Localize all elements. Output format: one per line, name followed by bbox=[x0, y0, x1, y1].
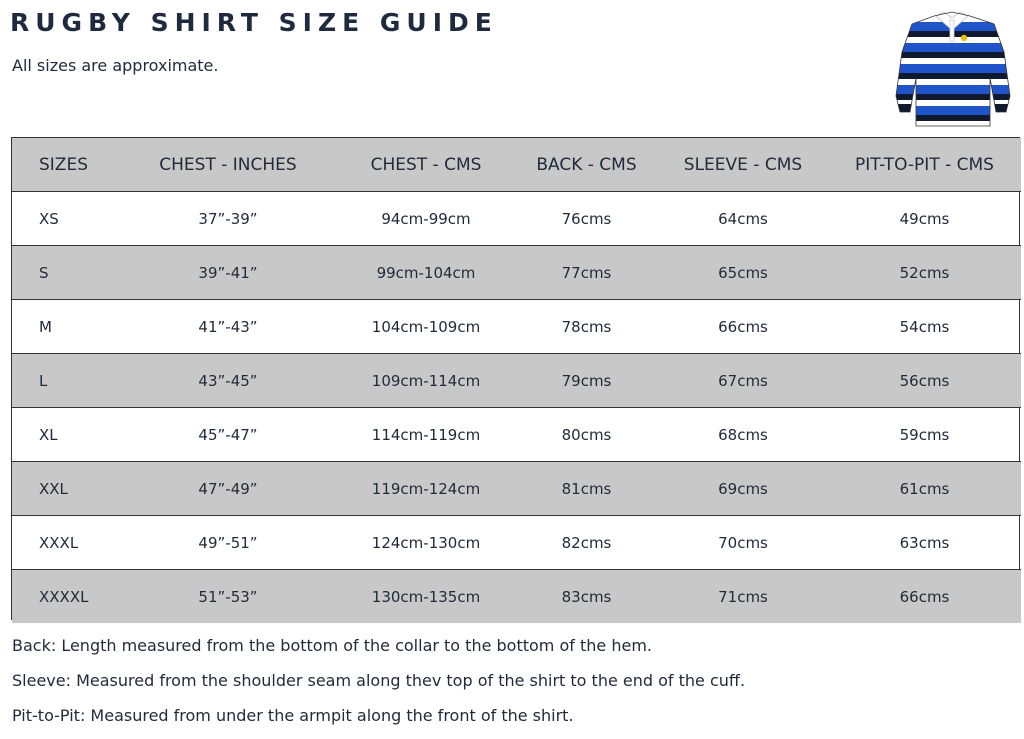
pit-to-pit-cell: 54cms bbox=[828, 300, 1021, 354]
size-cell: S bbox=[12, 246, 119, 300]
size-cell: XS bbox=[12, 192, 119, 246]
size-cell: L bbox=[12, 354, 119, 408]
sleeve-cms-cell: 68cms bbox=[658, 408, 828, 462]
back-cms-cell: 80cms bbox=[515, 408, 658, 462]
chest-cms-cell: 119cm-124cm bbox=[337, 462, 515, 516]
chest-inches-cell: 49”-51” bbox=[119, 516, 337, 570]
chest-inches-cell: 51”-53” bbox=[119, 570, 337, 624]
chest-cms-cell: 104cm-109cm bbox=[337, 300, 515, 354]
sleeve-cms-cell: 67cms bbox=[658, 354, 828, 408]
column-header: SIZES bbox=[12, 138, 119, 192]
chest-inches-cell: 41”-43” bbox=[119, 300, 337, 354]
table-header-row bbox=[12, 138, 1021, 192]
chest-cms-cell: 109cm-114cm bbox=[337, 354, 515, 408]
size-table bbox=[11, 137, 1020, 620]
table-row bbox=[12, 462, 1021, 516]
table-row bbox=[12, 246, 1021, 300]
chest-cms-cell: 99cm-104cm bbox=[337, 246, 515, 300]
table-row bbox=[12, 192, 1021, 246]
pit-to-pit-cell: 66cms bbox=[828, 570, 1021, 624]
sleeve-cms-cell: 66cms bbox=[658, 300, 828, 354]
size-cell: XXXXL bbox=[12, 570, 119, 624]
note-back: Back: Length measured from the bottom of the collar to the bottom of the hem. bbox=[12, 636, 652, 655]
pit-to-pit-cell: 61cms bbox=[828, 462, 1021, 516]
pit-to-pit-cell: 56cms bbox=[828, 354, 1021, 408]
note-pit-to-pit: Pit-to-Pit: Measured from under the armpit along the front of the shirt. bbox=[12, 706, 574, 725]
note-sleeve: Sleeve: Measured from the shoulder seam along thev top of the shirt to the end of the cuff. bbox=[12, 671, 746, 690]
page-subtitle: All sizes are approximate. bbox=[12, 56, 219, 75]
back-cms-cell: 78cms bbox=[515, 300, 658, 354]
table-row bbox=[12, 354, 1021, 408]
size-cell: XL bbox=[12, 408, 119, 462]
chest-inches-cell: 47”-49” bbox=[119, 462, 337, 516]
chest-cms-cell: 130cm-135cm bbox=[337, 570, 515, 624]
back-cms-cell: 77cms bbox=[515, 246, 658, 300]
pit-to-pit-cell: 59cms bbox=[828, 408, 1021, 462]
back-cms-cell: 83cms bbox=[515, 570, 658, 624]
column-header: SLEEVE - CMS bbox=[658, 138, 828, 192]
back-cms-cell: 82cms bbox=[515, 516, 658, 570]
sleeve-cms-cell: 71cms bbox=[658, 570, 828, 624]
size-cell: M bbox=[12, 300, 119, 354]
chest-inches-cell: 37”-39” bbox=[119, 192, 337, 246]
sleeve-cms-cell: 69cms bbox=[658, 462, 828, 516]
back-cms-cell: 79cms bbox=[515, 354, 658, 408]
table-row bbox=[12, 570, 1021, 624]
pit-to-pit-cell: 52cms bbox=[828, 246, 1021, 300]
column-header: BACK - CMS bbox=[515, 138, 658, 192]
chest-inches-cell: 39”-41” bbox=[119, 246, 337, 300]
sleeve-cms-cell: 64cms bbox=[658, 192, 828, 246]
rugby-shirt-icon bbox=[894, 8, 1012, 130]
column-header: CHEST - INCHES bbox=[119, 138, 337, 192]
chest-inches-cell: 43”-45” bbox=[119, 354, 337, 408]
table-row bbox=[12, 516, 1021, 570]
measurement-notes bbox=[12, 634, 745, 739]
chest-cms-cell: 124cm-130cm bbox=[337, 516, 515, 570]
pit-to-pit-cell: 63cms bbox=[828, 516, 1021, 570]
page-title: RUGBY SHIRT SIZE GUIDE bbox=[10, 8, 498, 37]
sleeve-cms-cell: 70cms bbox=[658, 516, 828, 570]
chest-cms-cell: 114cm-119cm bbox=[337, 408, 515, 462]
column-header: PIT-TO-PIT - CMS bbox=[828, 138, 1021, 192]
table-row bbox=[12, 408, 1021, 462]
back-cms-cell: 76cms bbox=[515, 192, 658, 246]
chest-cms-cell: 94cm-99cm bbox=[337, 192, 515, 246]
pit-to-pit-cell: 49cms bbox=[828, 192, 1021, 246]
size-cell: XXL bbox=[12, 462, 119, 516]
back-cms-cell: 81cms bbox=[515, 462, 658, 516]
chest-inches-cell: 45”-47” bbox=[119, 408, 337, 462]
column-header: CHEST - CMS bbox=[337, 138, 515, 192]
size-cell: XXXL bbox=[12, 516, 119, 570]
table-row bbox=[12, 300, 1021, 354]
sleeve-cms-cell: 65cms bbox=[658, 246, 828, 300]
